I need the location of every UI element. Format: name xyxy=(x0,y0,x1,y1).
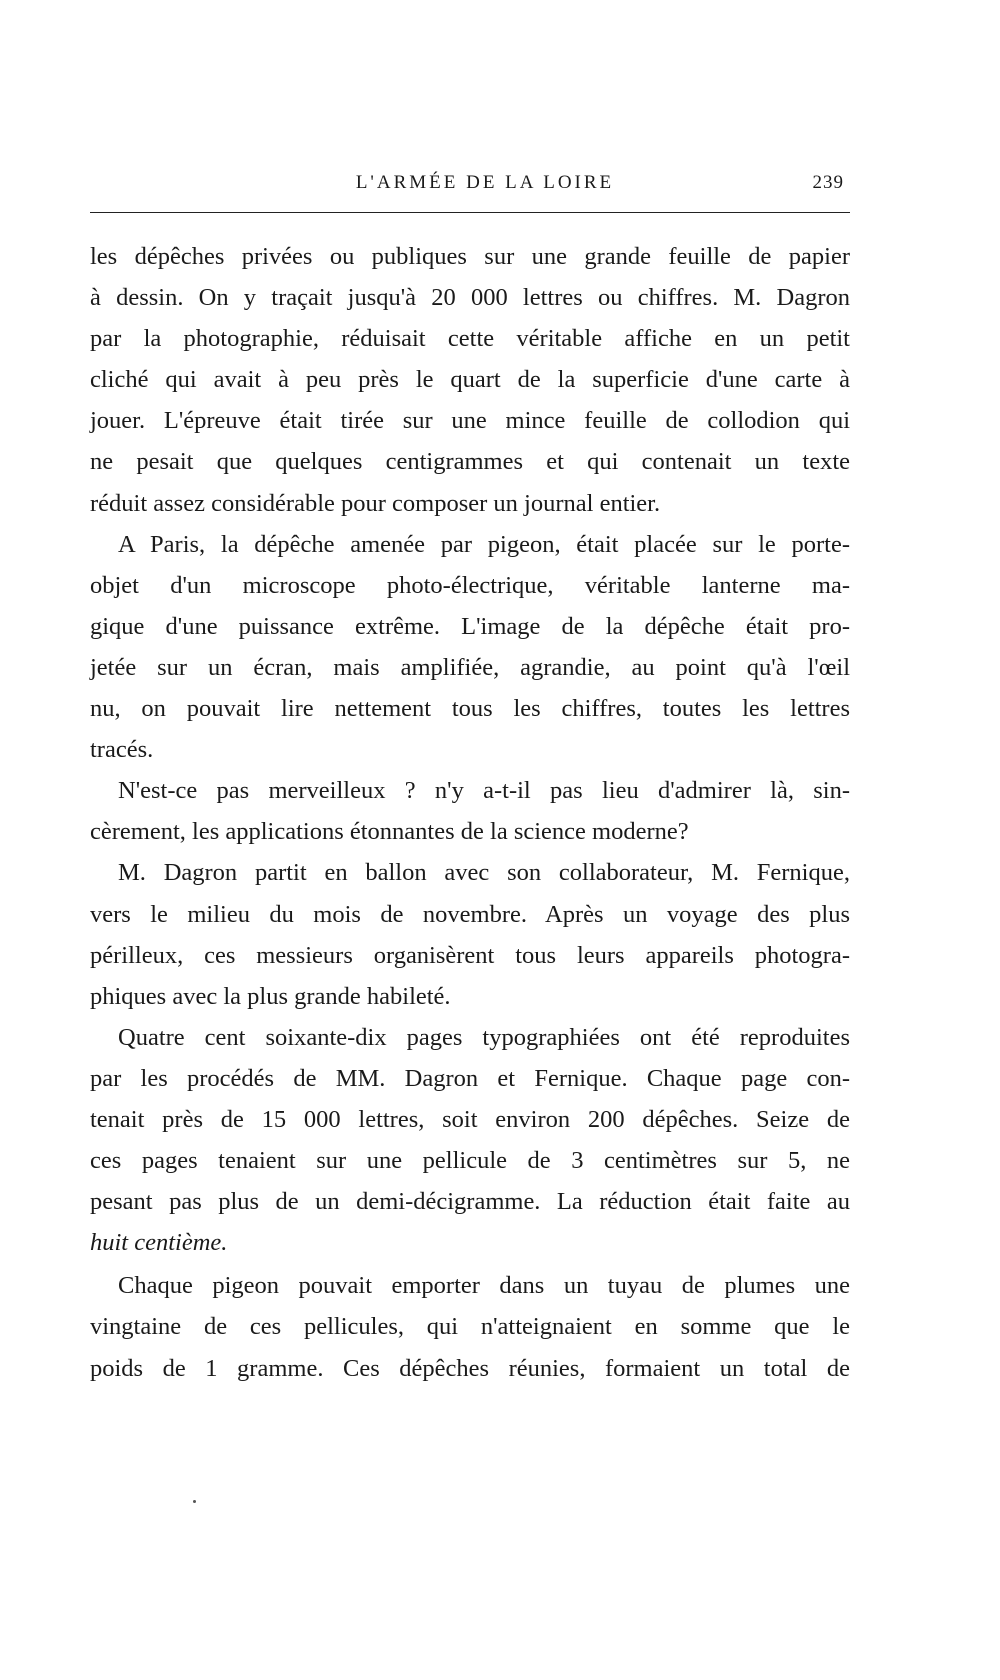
body-text xyxy=(90,236,850,1389)
text-line: phiques avec la plus grande habileté. xyxy=(90,982,451,1010)
text-line: à dessin. On y traçait jusqu'à 20 000 lettres ou chiffres. M. Dagron xyxy=(90,284,850,312)
text-line: périlleux, ces messieurs organisèrent tous leurs appareils photogra- xyxy=(90,941,850,969)
text-line: nu, on pouvait lire nettement tous les chiffres, toutes les lettres xyxy=(90,695,850,723)
text-line: les dépêches privées ou publiques sur une grande feuille de papier xyxy=(90,243,850,270)
text-line: poids de 1 gramme. Ces dépêches réunies, formaient un total de xyxy=(90,1354,850,1382)
running-title: L'ARMÉE DE LA LOIRE xyxy=(355,172,615,193)
text-line-italic: huit centième. xyxy=(90,1229,228,1257)
text-line: tracés. xyxy=(90,736,154,764)
text-line: par la photographie, réduisait cette véritable affiche en un petit xyxy=(90,325,850,353)
header-rule xyxy=(90,212,850,213)
text-line: objet d'un microscope photo-électrique, véritable lanterne ma- xyxy=(90,571,850,599)
running-head xyxy=(90,172,850,198)
text-line: cèrement, les applications étonnantes de la science moderne? xyxy=(90,818,689,846)
text-line: Chaque pigeon pouvait emporter dans un tuyau de plumes une xyxy=(118,1272,850,1300)
text-line: pesant pas plus de un demi-décigramme. La réduction était faite au xyxy=(90,1188,850,1216)
text-line: vingtaine de ces pellicules, qui n'atteignaient en somme que le xyxy=(90,1313,850,1341)
text-line: vers le milieu du mois de novembre. Après un voyage des plus xyxy=(90,900,850,928)
text-line: M. Dagron partit en ballon avec son collaborateur, M. Fernique, xyxy=(118,859,850,887)
text-line: ne pesait que quelques centigrammes et qui contenait un texte xyxy=(90,448,850,476)
ink-speck xyxy=(193,1500,196,1503)
text-line: A Paris, la dépêche amenée par pigeon, était placée sur le porte- xyxy=(118,530,850,558)
text-line: Quatre cent soixante-dix pages typographiées ont été reproduites xyxy=(118,1023,850,1051)
text-line: tenait près de 15 000 lettres, soit environ 200 dépêches. Seize de xyxy=(90,1105,850,1133)
text-line: jouer. L'épreuve était tirée sur une mince feuille de collodion qui xyxy=(90,407,850,435)
text-line: jetée sur un écran, mais amplifiée, agrandie, au point qu'à l'œil xyxy=(90,653,850,681)
text-line: gique d'une puissance extrême. L'image de la dépêche était pro- xyxy=(90,612,850,640)
text-line: réduit assez considérable pour composer un journal entier. xyxy=(90,489,661,517)
text-line: cliché qui avait à peu près le quart de la superficie d'une carte à xyxy=(90,366,850,394)
text-line: par les procédés de MM. Dagron et Fernique. Chaque page con- xyxy=(90,1064,850,1092)
text-line: N'est-ce pas merveilleux ? n'y a-t-il pas lieu d'admirer là, sin- xyxy=(118,777,850,805)
page-number: 239 xyxy=(812,172,844,193)
text-line: ces pages tenaient sur une pellicule de 3 centimètres sur 5, ne xyxy=(90,1147,850,1175)
